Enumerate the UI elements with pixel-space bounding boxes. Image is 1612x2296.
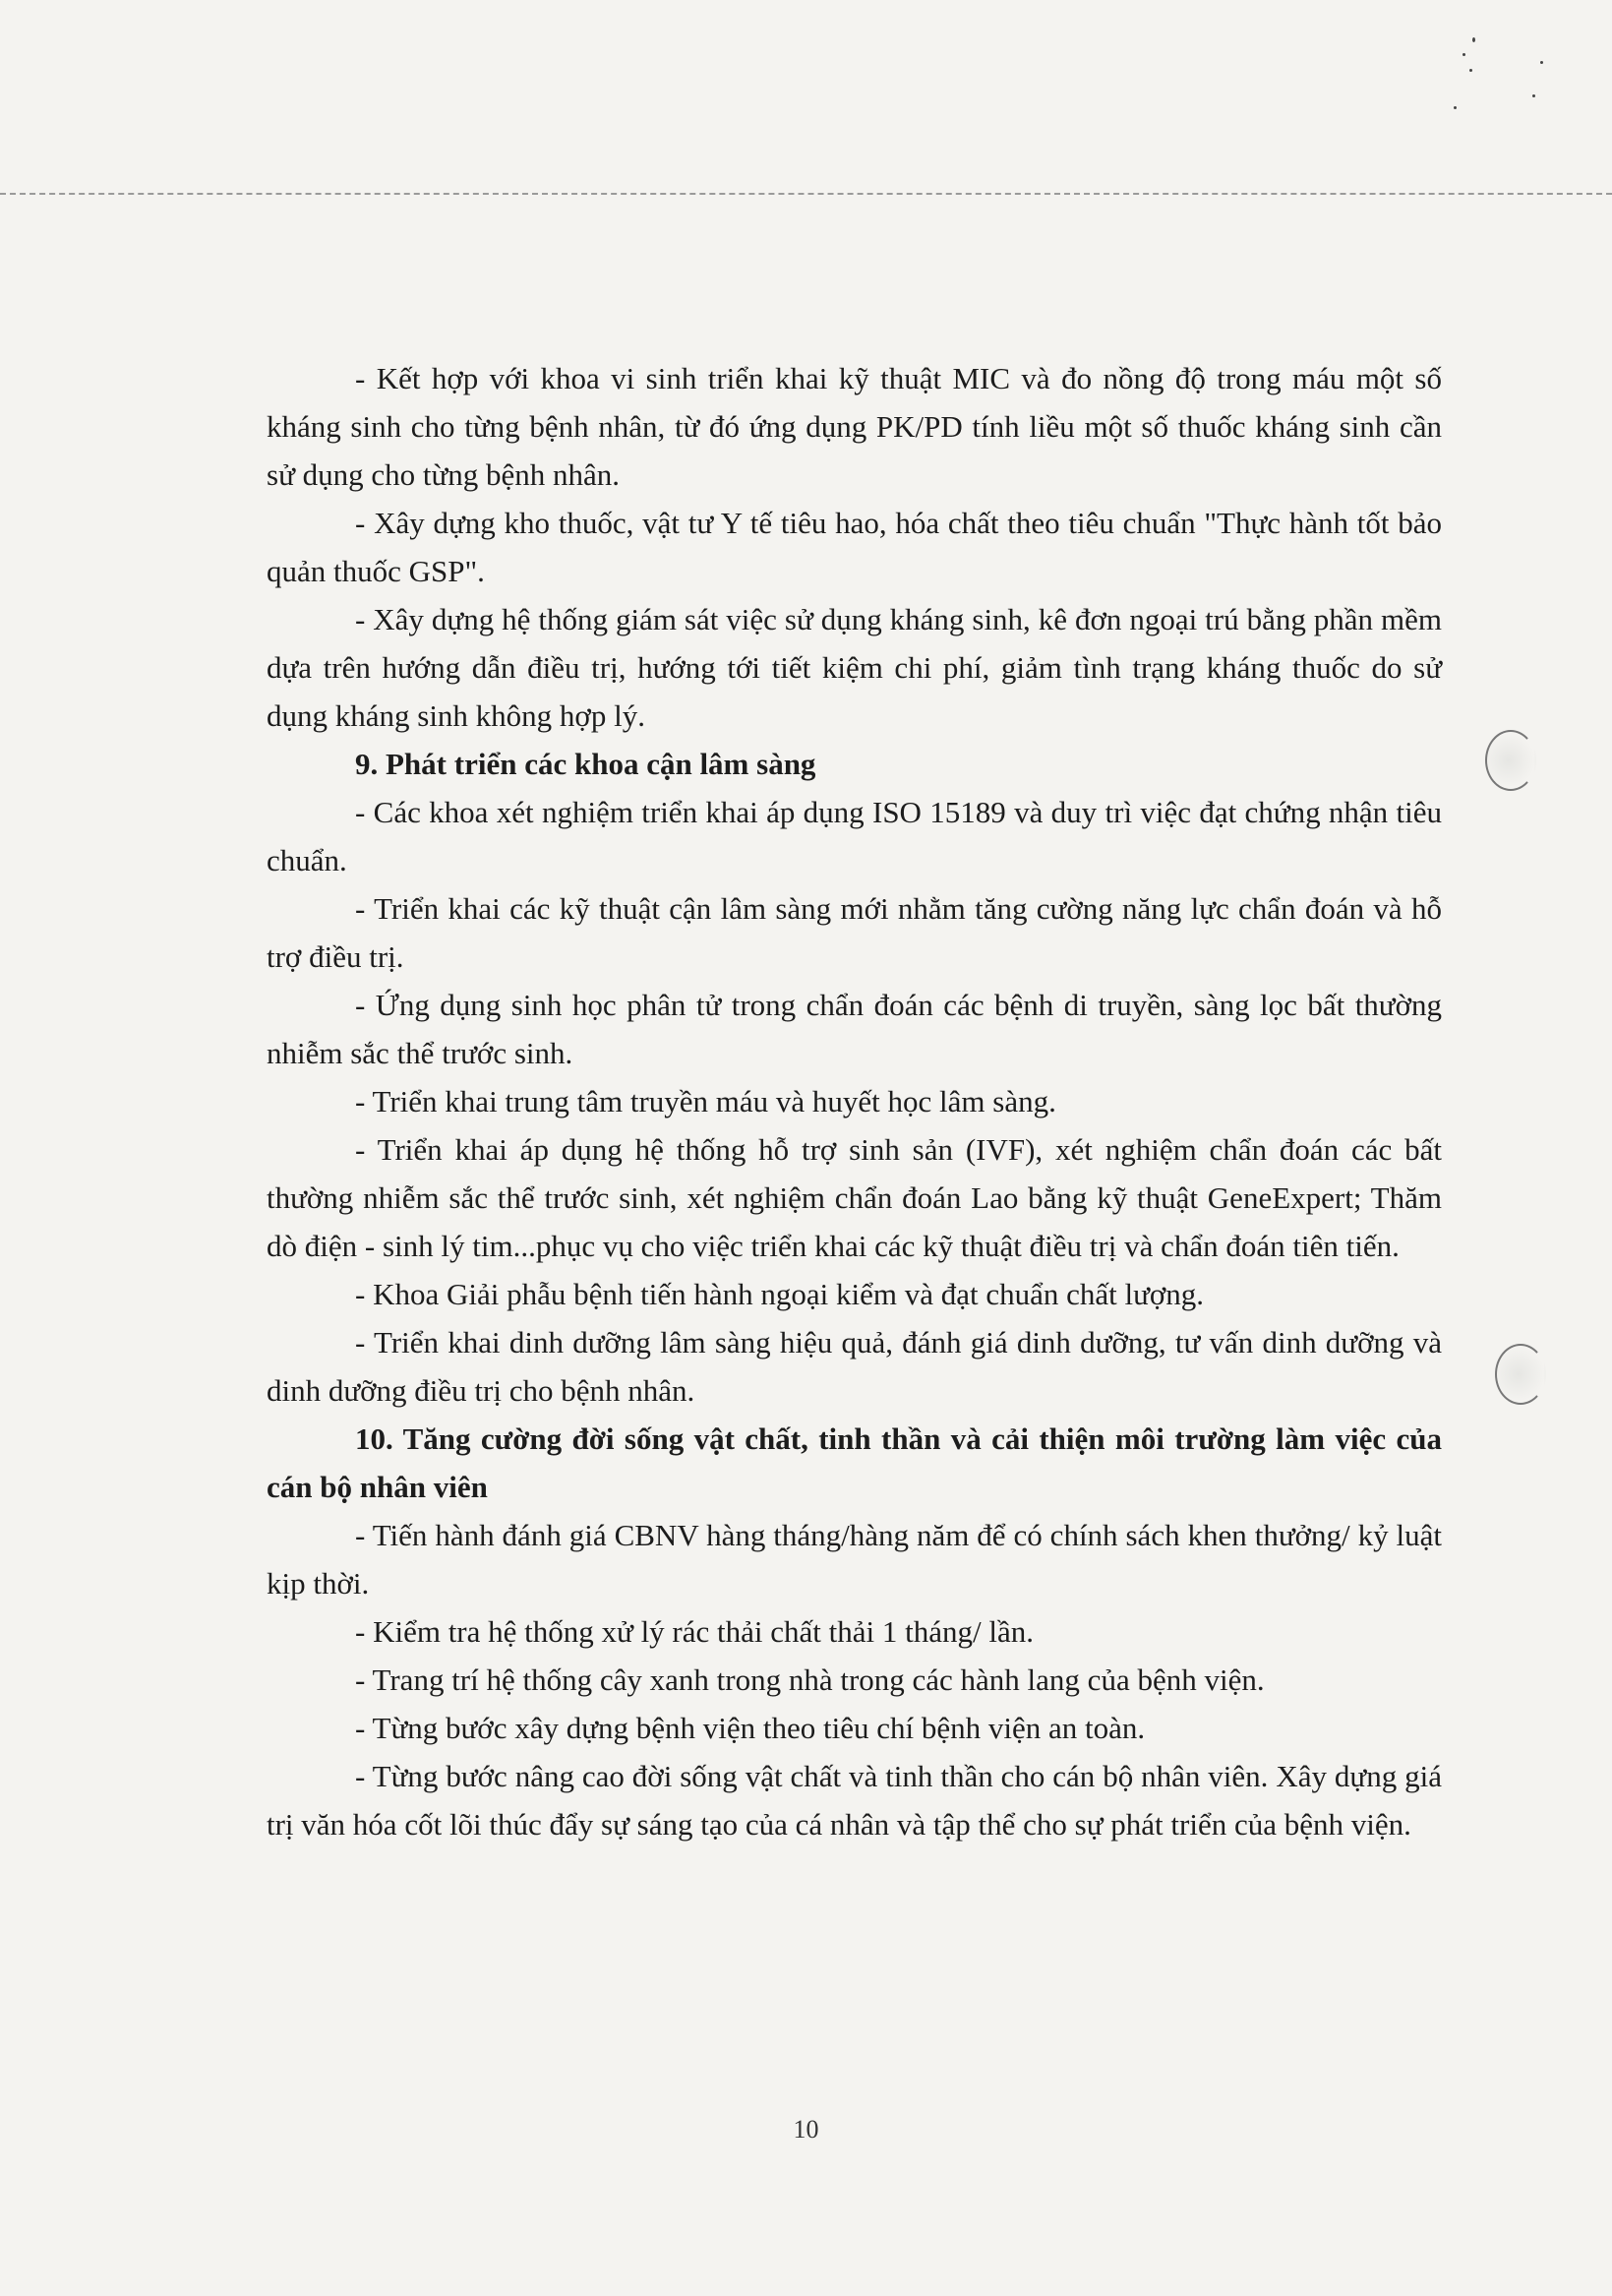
scan-speck [1469, 69, 1472, 72]
scan-speck [1472, 37, 1475, 42]
paragraph: - Tiến hành đánh giá CBNV hàng tháng/hàng năm để có chính sách khen thưởng/ kỷ luật kịp thời. [267, 1518, 1442, 1601]
scan-speck [1532, 94, 1535, 97]
document-body [267, 354, 1442, 1848]
paragraph: - Xây dựng hệ thống giám sát việc sử dụng kháng sinh, kê đơn ngoại trú bằng phần mềm dựa trên hướng dẫn điều trị, hướng tới tiết kiệm chi phí, giảm tình trạng kháng thuốc do sử dụng kháng sinh không hợp lý. [267, 602, 1442, 733]
paragraph: - Trang trí hệ thống cây xanh trong nhà trong các hành lang của bệnh viện. [355, 1662, 1265, 1697]
page-number: 10 [793, 2115, 819, 2144]
paragraph: - Triển khai trung tâm truyền máu và huyết học lâm sàng. [355, 1084, 1056, 1118]
paragraph: - Triển khai áp dụng hệ thống hỗ trợ sinh sản (IVF), xét nghiệm chẩn đoán các bất thường nhiễm sắc thể trước sinh, xét nghiệm chẩn đoán Lao bằng kỹ thuật GeneExpert; Thăm dò điện - sinh lý tim...phục vụ cho việc triển khai các kỹ thuật điều trị và chẩn đoán tiên tiến. [267, 1132, 1442, 1263]
scan-speck [1540, 61, 1543, 64]
punch-hole-bottom [1495, 1344, 1546, 1405]
paragraph: - Các khoa xét nghiệm triển khai áp dụng ISO 15189 và duy trì việc đạt chứng nhận tiêu chuẩn. [267, 795, 1442, 877]
paragraph: - Xây dựng kho thuốc, vật tư Y tế tiêu hao, hóa chất theo tiêu chuẩn "Thực hành tốt bảo quản thuốc GSP". [267, 506, 1442, 588]
paragraph: - Từng bước nâng cao đời sống vật chất và tinh thần cho cán bộ nhân viên. Xây dựng giá trị văn hóa cốt lõi thúc đẩy sự sáng tạo của cá nhân và tập thể cho sự phát triển của bệnh viện. [267, 1759, 1442, 1842]
paragraph: - Ứng dụng sinh học phân tử trong chẩn đoán các bệnh di truyền, sàng lọc bất thường nhiễm sắc thể trước sinh. [267, 988, 1442, 1070]
section-heading: 9. Phát triển các khoa cận lâm sàng [355, 747, 816, 781]
paragraph: - Khoa Giải phẫu bệnh tiến hành ngoại kiểm và đạt chuẩn chất lượng. [355, 1277, 1205, 1311]
paragraph: - Triển khai dinh dưỡng lâm sàng hiệu quả, đánh giá dinh dưỡng, tư vấn dinh dưỡng và dinh dưỡng điều trị cho bệnh nhân. [267, 1325, 1442, 1408]
paragraph: - Từng bước xây dựng bệnh viện theo tiêu chí bệnh viện an toàn. [355, 1711, 1146, 1745]
punch-hole-top [1485, 730, 1536, 791]
scan-speck [1463, 53, 1465, 56]
paragraph: - Triển khai các kỹ thuật cận lâm sàng mới nhằm tăng cường năng lực chẩn đoán và hỗ trợ điều trị. [267, 891, 1442, 974]
scan-top-rule [0, 193, 1612, 195]
scan-speck [1454, 106, 1457, 109]
paragraph: - Kết hợp với khoa vi sinh triển khai kỹ thuật MIC và đo nồng độ trong máu một số kháng sinh cho từng bệnh nhân, từ đó ứng dụng PK/PD tính liều một số thuốc kháng sinh cần sử dụng cho từng bệnh nhân. [267, 361, 1442, 492]
paragraph: - Kiểm tra hệ thống xử lý rác thải chất thải 1 tháng/ lần. [355, 1614, 1034, 1649]
section-heading: 10. Tăng cường đời sống vật chất, tinh thần và cải thiện môi trường làm việc của cán bộ nhân viên [267, 1421, 1442, 1504]
